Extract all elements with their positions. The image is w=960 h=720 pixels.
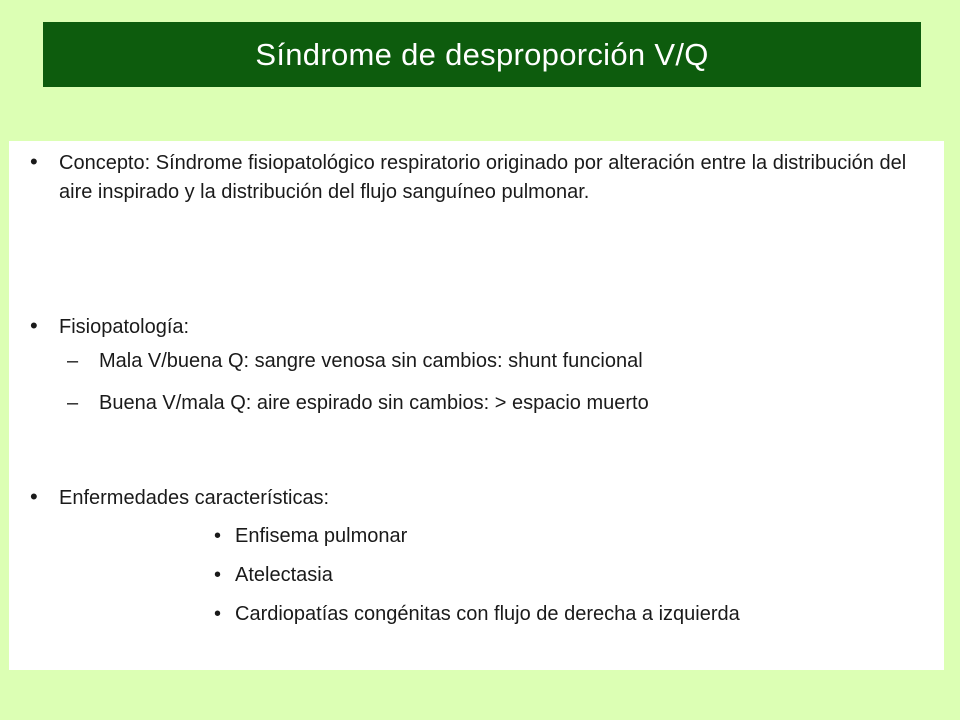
dash-icon: – — [67, 392, 79, 414]
disease-item: Enfisema pulmonar — [235, 525, 408, 547]
title-bar — [43, 22, 921, 87]
content-panel — [9, 141, 944, 670]
bullet-physiopathology-icon: • — [30, 313, 38, 338]
dash-icon: – — [67, 350, 79, 372]
bullet-concept-icon: • — [30, 149, 38, 174]
concept-text: Concepto: Síndrome fisiopatológico respiratorio originado por alteración entre la distribución del aire inspirado y la distribución del flujo sanguíneo pulmonar. — [59, 152, 907, 203]
physiopathology-item: Buena V/mala Q: aire espirado sin cambios: > espacio muerto — [99, 392, 649, 414]
sub-bullet-icon: • — [214, 564, 222, 586]
sub-bullet-icon: • — [214, 525, 222, 547]
slide-title: Síndrome de desproporción V/Q — [255, 36, 709, 72]
disease-item: Atelectasia — [235, 564, 333, 586]
disease-item: Cardiopatías congénitas con flujo de derecha a izquierda — [235, 603, 740, 625]
physiopathology-item: Mala V/buena Q: sangre venosa sin cambios: shunt funcional — [99, 350, 643, 372]
sub-bullet-icon: • — [214, 603, 222, 625]
physiopathology-label: Fisiopatología: — [59, 316, 190, 338]
bullet-diseases-icon: • — [30, 484, 38, 509]
diseases-label: Enfermedades características: — [59, 487, 330, 509]
